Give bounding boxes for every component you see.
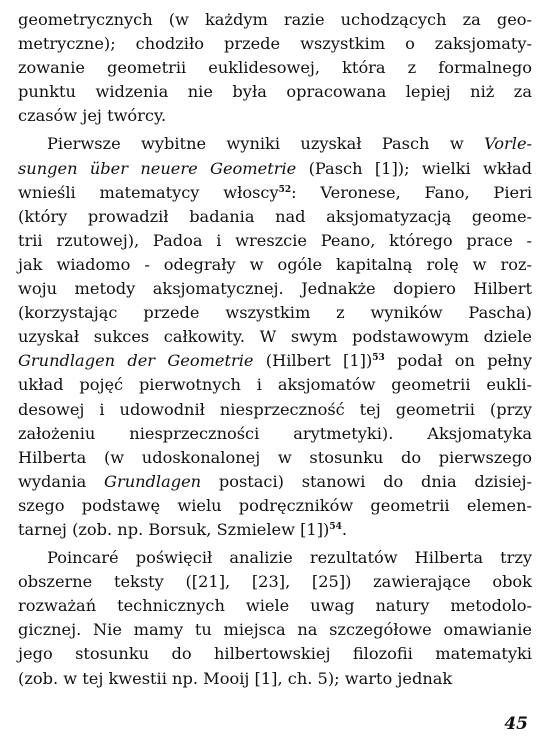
text-line	[18, 325, 532, 349]
text-run: czasów jej twórcy.	[18, 106, 167, 126]
text-line	[18, 642, 532, 666]
paragraph-p2	[18, 132, 532, 542]
text-run: rozważań technicznych wiele uwag natury metodolo-	[18, 596, 532, 616]
text-run: podał on pełny	[384, 351, 532, 371]
text-run: szego podstawę wielu podręczników geometrii elemen-	[18, 495, 532, 515]
footnote-marker: 53	[372, 353, 385, 364]
text-line	[18, 32, 532, 56]
text-run: woju metody aksjomatycznej. Jednakże dopiero Hilbert	[18, 279, 532, 299]
text-run: zowanie geometrii euklidesowej, która z formalnego	[18, 58, 532, 78]
text-line	[18, 104, 532, 128]
text-line	[18, 618, 532, 642]
text-run: wnieśli matematycy włoscy	[18, 182, 279, 202]
text-line	[18, 446, 532, 470]
text-run: uzyskał sukces całkowity. W swym podstawowym dziele	[18, 327, 532, 347]
text-run: Hilberta (w udoskonalonej w stosunku do pierwszego	[18, 447, 532, 467]
text-line	[18, 80, 532, 104]
text-line	[18, 229, 532, 253]
text-line	[18, 132, 532, 156]
text-run: (Pasch [1]); wielki wkład	[296, 158, 532, 178]
text-run: geometrycznych (w każdym razie uchodzących za geo-	[18, 10, 532, 29]
text-line	[18, 518, 532, 542]
text-run: trii rzutowej), Padoa i wreszcie Peano, którego prace -	[18, 230, 532, 250]
body-text	[18, 8, 532, 691]
text-run: postaci) stanowi do dnia dzisiej-	[201, 471, 532, 491]
text-line	[18, 398, 532, 422]
page-number: 45	[504, 714, 528, 734]
text-run: wydania	[18, 471, 105, 491]
text-run: .	[341, 519, 348, 539]
text-line	[18, 205, 532, 229]
text-line	[18, 56, 532, 80]
text-line	[18, 546, 532, 570]
text-run: tarnej (zob. np. Borsuk, Szmielew [1])	[18, 519, 330, 539]
text-line	[18, 667, 532, 691]
text-line	[18, 470, 532, 494]
text-run: założeniu niesprzeczności arytmetyki). Aksjomatyka	[18, 423, 532, 443]
text-run: punktu widzenia nie była opracowana lepiej niż za	[18, 82, 532, 102]
text-line	[18, 8, 532, 32]
text-line	[18, 373, 532, 397]
paragraph-p3	[18, 546, 532, 691]
text-run: jego stosunku do hilbertowskiej filozofii matematyki	[18, 644, 532, 664]
text-line	[18, 349, 532, 373]
text-run: (który prowadził badania nad aksjomatyzacją geome-	[18, 206, 532, 226]
text-line	[18, 157, 532, 181]
text-run: obszerne teksty ([21], [23], [25]) zawierające obok	[18, 572, 532, 592]
text-line	[18, 253, 532, 277]
text-line	[18, 422, 532, 446]
paragraph-p1	[18, 8, 532, 128]
text-run: gicznej. Nie mamy tu miejsca na szczegółowe omawianie	[18, 620, 532, 640]
footnote-marker: 52	[278, 184, 292, 195]
text-run: desowej i udowodnił niesprzeczność tej geometrii (przy	[18, 399, 532, 419]
text-run: : Veronese, Fano, Pieri	[291, 182, 532, 202]
text-line	[18, 181, 532, 205]
text-run: jak wiadomo - odegrały w ogóle kapitalną rolę w roz-	[18, 254, 532, 274]
italic-title: Grundlagen	[104, 471, 202, 491]
italic-title: sungen über neuere Geometrie	[18, 158, 297, 178]
text-line	[18, 594, 532, 618]
text-run: układ pojęć pierwotnych i aksjomatów geometrii eukli-	[18, 375, 532, 395]
text-run: (zob. w tej kwestii np. Mooij [1], ch. 5); warto jednak	[18, 668, 453, 688]
text-line	[18, 301, 532, 325]
text-run: metryczne); chodziło przede wszystkim o zaksjomaty-	[18, 34, 532, 54]
text-line	[18, 494, 532, 518]
text-run: (Hilbert [1])	[253, 351, 373, 371]
footnote-marker: 54	[329, 521, 342, 532]
italic-title: Grundlagen der Geometrie	[18, 351, 254, 371]
text-run: Poincaré poświęcił analizie rezultatów Hilberta trzy	[47, 548, 532, 568]
text-run: (korzystając przede wszystkim z wyników Pascha)	[18, 303, 532, 323]
italic-title: Vorle-	[484, 134, 532, 154]
text-line	[18, 277, 532, 301]
text-line	[18, 570, 532, 594]
text-run: Pierwsze wybitne wyniki uzyskał Pasch w	[47, 134, 485, 154]
